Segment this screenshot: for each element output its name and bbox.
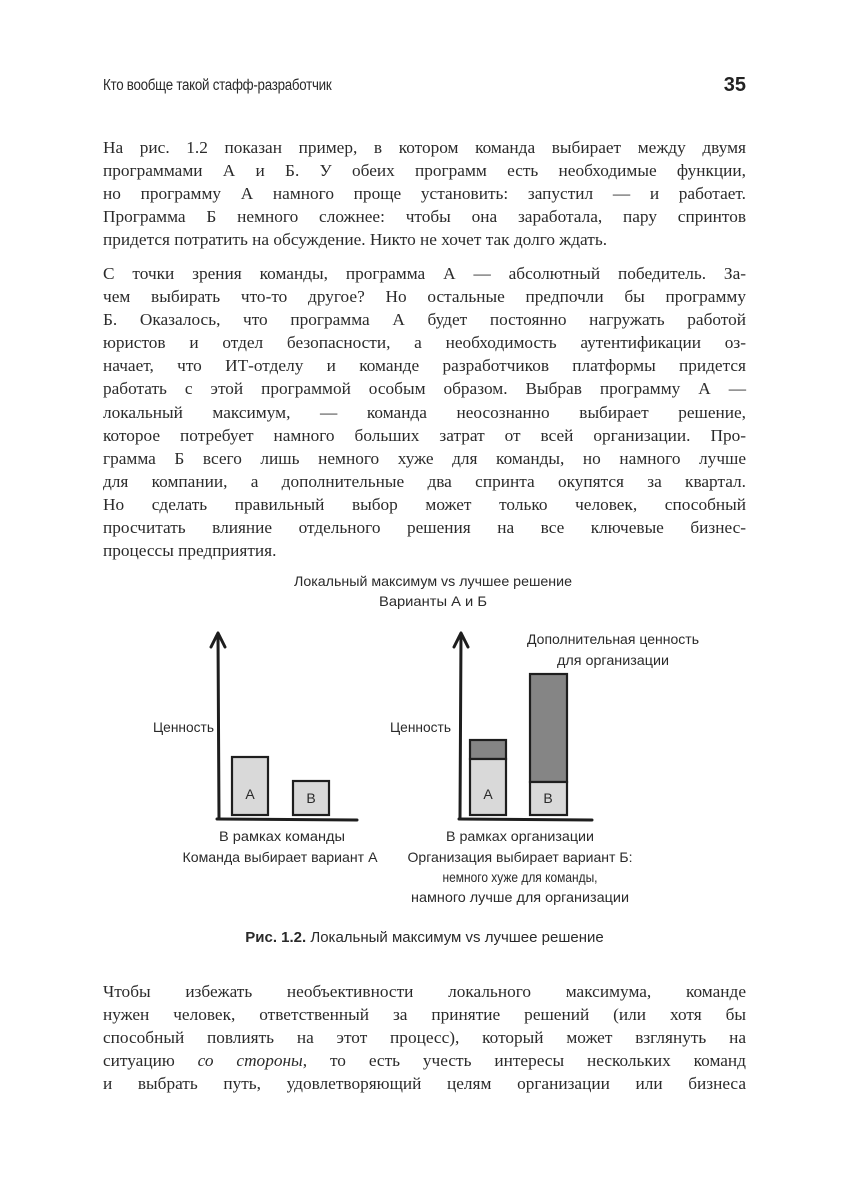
text-line: начает, что ИТ-отделу и команде разработчиков платформы придется (103, 356, 746, 376)
figure-1-2 (0, 560, 849, 960)
text-line: способный повлиять на этот процесс), который может взглянуть на (103, 1028, 746, 1048)
figure-caption-text: Локальный максимум vs лучшее решение (306, 929, 604, 946)
chapter-title: Кто вообще такой стафф-разработчик (103, 77, 332, 94)
text-line: программами А и Б. У обеих программ есть необходимые функции, (103, 161, 746, 181)
x-axis (459, 819, 592, 820)
text-line: для компании, а дополнительные два спринта окупятся за квартал. (103, 471, 746, 491)
emphasis-text: со стороны (197, 1051, 303, 1071)
right-choice-detail-1: немного хуже для команды, (442, 869, 598, 885)
annotation-line-2: для организации (557, 652, 669, 668)
bar-label-b: B (543, 790, 553, 806)
text-line: Чтобы избежать необъективности локального максимума, команде (103, 982, 746, 1001)
bar-chart-figure (0, 560, 849, 930)
text-line: чем выбирать что-то другое? Но остальные предпочли бы программу (103, 287, 746, 307)
y-axis (218, 634, 219, 819)
figure-caption-number: Рис. 1.2. (245, 929, 307, 946)
paragraph-2 (103, 262, 746, 562)
text-line: юристов и отдел безопасности, а необходимость аутентификации оз- (103, 333, 746, 353)
text-line: и выбрать путь, удовлетворяющий целям организации или бизнеса (103, 1074, 746, 1094)
text-line: но программу А намного проще установить: запустил — и работает. (103, 184, 746, 204)
text-line: процессы предприятия. (103, 541, 277, 561)
y-axis-label: Ценность (390, 719, 451, 735)
y-axis (460, 634, 461, 819)
right-choice-caption: Организация выбирает вариант Б: (407, 849, 633, 865)
x-axis (217, 819, 357, 820)
bar-b-org-value (530, 674, 567, 782)
bar-label-b: B (306, 790, 316, 806)
text-line: Б. Оказалось, что программа А будет постоянно нагружать работой (103, 310, 746, 330)
left-chart (153, 633, 378, 865)
text-line: На рис. 1.2 показан пример, в котором команда выбирает между двумя (103, 138, 746, 157)
right-chart (390, 631, 699, 905)
left-x-caption: В рамках команды (219, 828, 345, 844)
text-line: Программа Б немного сложнее: чтобы она заработала, пару спринтов (103, 207, 746, 227)
page-number: 35 (723, 74, 746, 96)
text-line: локальный максимум, — команда неосознанно выбирает решение, (103, 402, 746, 422)
bar-a-org-value (470, 740, 506, 759)
y-axis-label: Ценность (153, 719, 214, 735)
right-choice-detail-2: намного лучше для организации (411, 889, 629, 905)
running-head (103, 74, 746, 100)
annotation-line-1: Дополнительная ценность (527, 631, 699, 647)
text-line: которое потребует намного больших затрат от всей организации. Про- (103, 425, 746, 445)
text-line: С точки зрения команды, программа А — абсолютный победитель. За- (103, 264, 746, 283)
text-line: Но сделать правильный выбор может только человек, способный (103, 494, 746, 514)
bar-label-a: A (483, 786, 493, 802)
figure-subtitle: Варианты А и Б (379, 593, 487, 609)
paragraph-1 (103, 136, 746, 251)
text-segment: , то есть учесть интересы нескольких команд (302, 1051, 746, 1071)
text-line: просчитать влияние отдельного решения на все ключевые бизнес- (103, 518, 746, 538)
figure-caption (0, 929, 849, 946)
figure-title: Локальный максимум vs лучшее решение (294, 573, 573, 589)
left-choice-caption: Команда выбирает вариант А (182, 849, 379, 865)
paragraph-3 (103, 980, 746, 1095)
text-line: придется потратить на обсуждение. Никто не хочет так долго ждать. (103, 230, 608, 250)
bar-label-a: A (245, 786, 255, 802)
text-segment: ситуацию (103, 1051, 198, 1071)
text-line-with-emphasis (103, 1049, 746, 1072)
text-line: нужен человек, ответственный за принятие решений (или хотя бы (103, 1005, 746, 1025)
text-line: работать с этой программой особым образом. Выбрав программу А — (103, 379, 746, 399)
right-x-caption: В рамках организации (446, 828, 594, 844)
text-line: грамма Б всего лишь немного хуже для команды, но намного лучше (103, 448, 746, 468)
